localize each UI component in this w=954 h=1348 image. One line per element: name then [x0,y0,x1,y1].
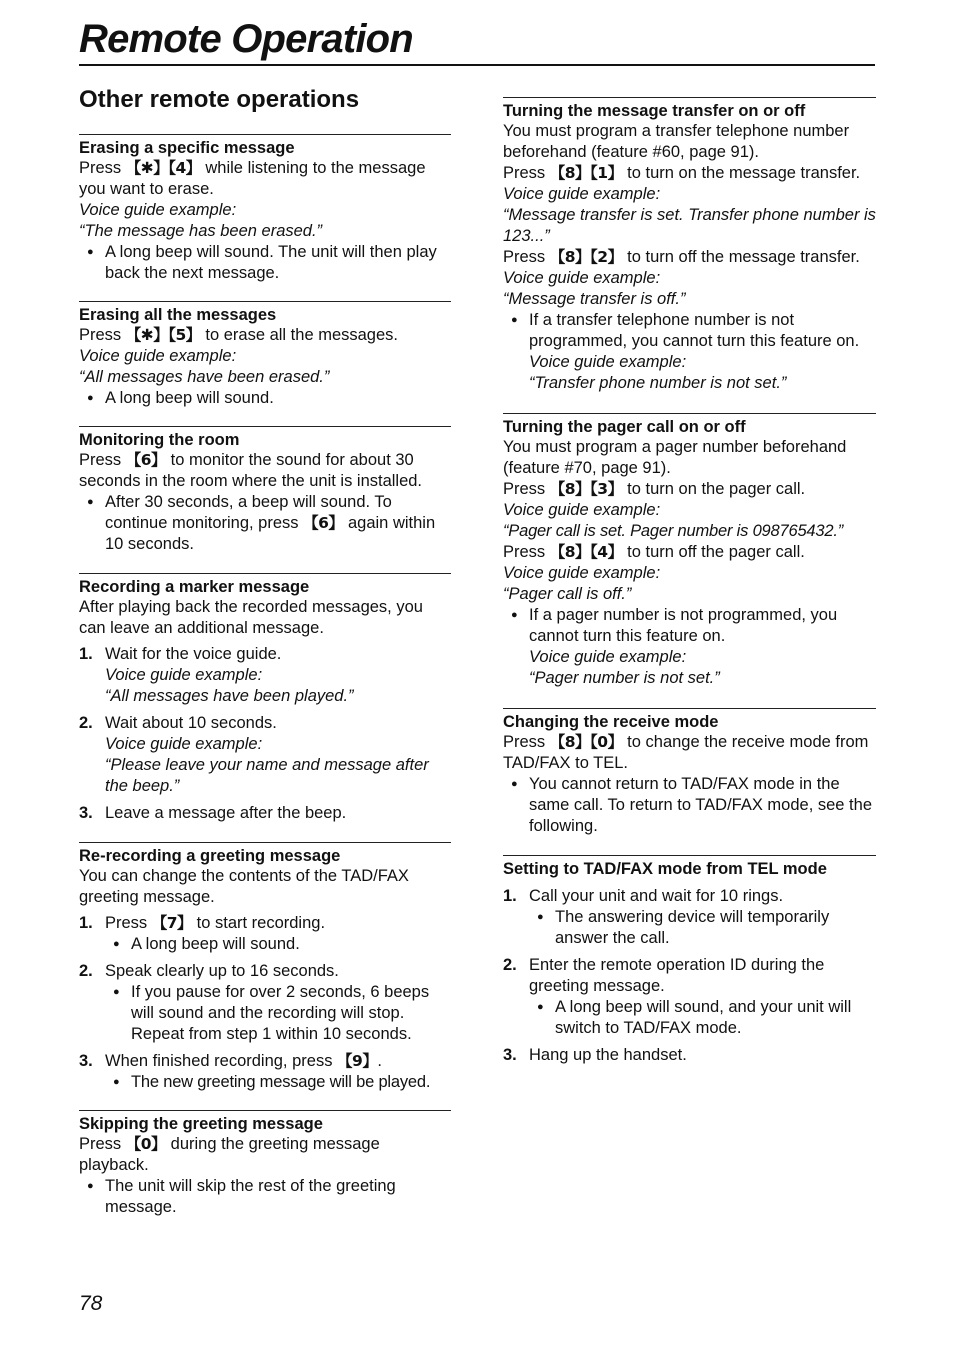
bullet-item: ● A long beep will sound. [105,934,451,955]
step-number: 1. [503,887,517,905]
voice-guide-label: Voice guide example: [503,564,661,582]
section-erase-all [79,301,451,409]
section-title: Erasing all the messages [79,306,277,324]
voice-guide-label: Voice guide example: [503,269,661,287]
instruction: Press 【8】【3】 to turn on the pager call. [503,480,806,498]
bullet-item: ● A long beep will sound, and your unit will switch to TAD/FAX mode. [529,997,876,1039]
intro: You can change the contents of the TAD/FAX greeting message. [79,867,409,906]
bullet-item: ● If a pager number is not programmed, you cannot turn this feature on. Voice guide example: “Pager number is not set.” [503,605,876,689]
key-label: 【✱】【4】 [125,159,201,177]
voice-guide-text: “The message has been erased.” [79,222,323,240]
voice-guide-text: “Pager call is off.” [503,585,632,603]
section-title: Turning the pager call on or off [503,418,746,436]
voice-guide-label: Voice guide example: [105,666,263,684]
voice-guide-label: Voice guide example: [79,347,237,365]
step-item: 3. Hang up the handset. [503,1046,687,1064]
key-label: 【6】 [303,514,344,532]
step-number: 3. [503,1046,517,1064]
step-item: 3. When finished recording, press 【9】. ● The new greeting message will be played. [79,1051,451,1093]
section-pager [503,413,876,689]
section-title: Skipping the greeting message [79,1115,323,1133]
section-erase-specific [79,134,451,284]
section-title: Re-recording a greeting message [79,847,341,865]
voice-guide-label: Voice guide example: [529,353,687,371]
section-rerecord [79,842,451,1093]
step-number: 2. [79,962,93,980]
bullet-item: ● If a transfer telephone number is not programmed, you cannot turn this feature on. Voice guide example: “Transfer phone number is not set.” [503,310,876,394]
section-heading: Other remote operations [79,86,360,113]
instruction: Press 【8】【1】 to turn on the message transfer. [503,164,861,182]
section-title: Recording a marker message [79,578,310,596]
section-skip [79,1110,451,1218]
step-item: 1. Wait for the voice guide. Voice guide example: “All messages have been played.” [79,645,354,705]
intro: You must program a pager number beforehand (feature #70, page 91). [503,438,847,477]
instruction: Press 【8】【2】 to turn off the message transfer. [503,248,860,266]
voice-guide-text: “Transfer phone number is not set.” [529,374,787,392]
step-number: 3. [79,804,93,822]
voice-guide-text: “Message transfer is set. Transfer phone number is 123...” [503,206,876,245]
bullet-item: ● The unit will skip the rest of the greeting message. [79,1176,451,1218]
section-title: Setting to TAD/FAX mode from TEL mode [503,860,827,878]
instruction: Press 【✱】【4】 while listening to the message you want to erase. [79,159,426,198]
step-item: 1. Call your unit and wait for 10 rings. ● The answering device will temporarily answer the call. [503,886,876,949]
key-label: 【8】【1】 [549,164,623,182]
section-receive-mode [503,708,876,837]
instruction: Press 【0】 during the greeting message playback. [79,1135,380,1174]
key-label: 【6】 [125,451,167,469]
step-number: 1. [79,645,93,663]
key-label: 【7】 [151,914,193,932]
bullet-item: ● The new greeting message will be played. [105,1072,451,1093]
instruction: Press 【6】 to monitor the sound for about 30 seconds in the room where the unit is installed. [79,451,423,490]
bullet-item: ● A long beep will sound. [79,388,451,409]
voice-guide-text: “Message transfer is off.” [503,290,686,308]
step-item: 2. Enter the remote operation ID during the greeting message. ● A long beep will sound, and your unit will switch to TAD/FAX mode. [503,955,876,1039]
section-marker [79,573,451,824]
step-item: 1. Press 【7】 to start recording. ● A long beep will sound. [79,913,451,955]
key-label: 【9】 [337,1052,378,1070]
key-label: 【✱】【5】 [125,326,201,344]
voice-guide-label: Voice guide example: [503,185,661,203]
intro: You must program a transfer telephone number beforehand (feature #60, page 91). [503,122,850,161]
step-number: 3. [79,1052,93,1070]
step-number: 1. [79,914,93,932]
page-number: 78 [79,1292,103,1315]
title-rule [79,64,875,66]
voice-guide-text: “All messages have been played.” [105,687,354,705]
section-title: Turning the message transfer on or off [503,102,806,120]
step-item: 3. Leave a message after the beep. [79,804,347,822]
key-label: 【8】【0】 [549,733,623,751]
voice-guide-label: Voice guide example: [529,648,687,666]
section-title: Monitoring the room [79,431,240,449]
section-title: Changing the receive mode [503,713,719,731]
voice-guide-label: Voice guide example: [105,735,263,753]
voice-guide-text: “Pager number is not set.” [529,669,720,687]
step-number: 2. [503,956,517,974]
instruction: Press 【✱】【5】 to erase all the messages. [79,326,398,344]
voice-guide-label: Voice guide example: [503,501,661,519]
step-item: 2. Wait about 10 seconds. Voice guide example: “Please leave your name and message after the beep.” [79,714,429,795]
key-label: 【8】【3】 [549,480,623,498]
step-item: 2. Speak clearly up to 16 seconds. ● If you pause for over 2 seconds, 6 beeps will sound and the recording will stop. Repeat from step 1 within 10 seconds. [79,961,451,1045]
bullet-item: ● A long beep will sound. The unit will then play back the next message. [79,242,451,284]
key-label: 【8】【2】 [549,248,623,266]
instruction: Press 【8】【4】 to turn off the pager call. [503,543,805,561]
voice-guide-text: “Please leave your name and message after the beep.” [105,756,429,795]
voice-guide-text: “Pager call is set. Pager number is 098765432.” [503,522,844,540]
bullet-item: ● The answering device will temporarily answer the call. [529,907,876,949]
page-title: Remote Operation [79,17,413,61]
step-number: 2. [79,714,93,732]
bullet-item: ● After 30 seconds, a beep will sound. To continue monitoring, press 【6】 again within 10 seconds. [79,492,451,555]
bullet-item: ● If you pause for over 2 seconds, 6 beeps will sound and the recording will stop. Repeat from step 1 within 10 seconds. [105,982,451,1045]
key-label: 【0】 [125,1135,167,1153]
instruction: Press 【8】【0】 to change the receive mode from TAD/FAX to TEL. [503,733,869,772]
section-monitoring [79,426,451,555]
voice-guide-label: Voice guide example: [79,201,237,219]
section-title: Erasing a specific message [79,139,295,157]
section-tadfax-mode [503,855,876,1066]
intro: After playing back the recorded messages, you can leave an additional message. [79,598,423,637]
voice-guide-text: “All messages have been erased.” [79,368,330,386]
bullet-item: ● You cannot return to TAD/FAX mode in the same call. To return to TAD/FAX mode, see the following. [503,774,876,837]
section-transfer [503,97,876,394]
key-label: 【8】【4】 [549,543,623,561]
